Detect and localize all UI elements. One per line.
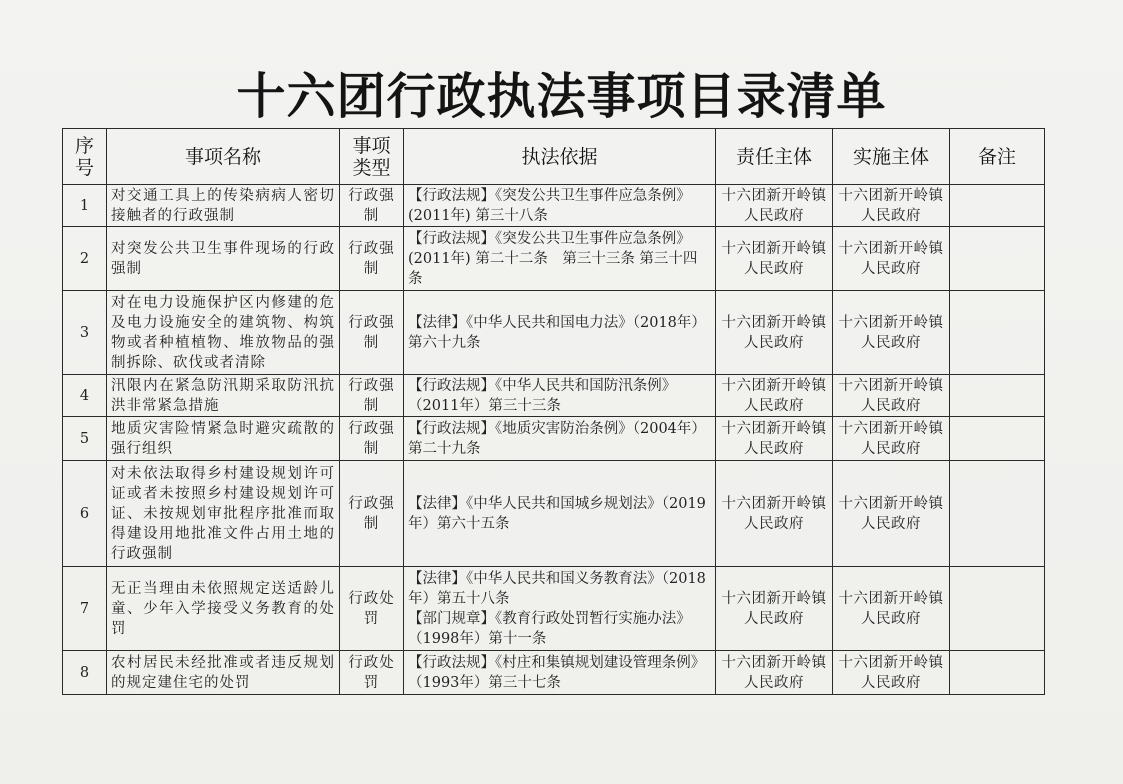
table-row — [63, 291, 1045, 375]
row-number: 5 — [63, 417, 107, 461]
implementing-entity: 十六团新开岭镇人民政府 — [833, 185, 950, 227]
row-number: 1 — [63, 185, 107, 227]
item-name: 对在电力设施保护区内修建的危及电力设施安全的建筑物、构筑物或者种植植物、堆放物品的强制拆除、砍伐或者清除 — [107, 291, 340, 375]
item-type: 行政强制 — [340, 291, 404, 375]
legal-basis-line: 【法律】《中华人民共和国义务教育法》（2018年）第五十八条 — [408, 570, 706, 607]
remarks-cell — [950, 651, 1045, 695]
item-name: 对交通工具上的传染病病人密切接触者的行政强制 — [107, 185, 340, 227]
legal-basis-line: 【行政法规】《中华人民共和国防汛条例》（2011年）第三十三条 — [408, 377, 677, 414]
table-row — [63, 185, 1045, 227]
legal-basis — [404, 185, 716, 227]
table-body — [63, 185, 1045, 695]
implementing-entity: 十六团新开岭镇人民政府 — [833, 227, 950, 291]
item-type: 行政处罚 — [340, 651, 404, 695]
responsible-entity: 十六团新开岭镇人民政府 — [716, 375, 833, 417]
header-remarks: 备注 — [950, 129, 1045, 185]
legal-basis — [404, 291, 716, 375]
table-row — [63, 461, 1045, 567]
item-type: 行政强制 — [340, 417, 404, 461]
table-header-row — [63, 129, 1045, 185]
responsible-entity: 十六团新开岭镇人民政府 — [716, 461, 833, 567]
responsible-entity: 十六团新开岭镇人民政府 — [716, 417, 833, 461]
legal-basis-line: 【部门规章】《教育行政处罚暂行实施办法》（1998年）第十一条 — [408, 610, 691, 647]
header-type: 事项类型 — [340, 129, 404, 185]
remarks-cell — [950, 461, 1045, 567]
remarks-cell — [950, 227, 1045, 291]
document-title: 十六团行政执法事项目录清单 — [236, 68, 887, 125]
legal-basis-line: 【法律】《中华人民共和国电力法》（2018年）第六十九条 — [408, 314, 706, 351]
table-row — [63, 417, 1045, 461]
row-number: 2 — [63, 227, 107, 291]
table-row — [63, 227, 1045, 291]
implementing-entity: 十六团新开岭镇人民政府 — [833, 375, 950, 417]
item-name: 汛限内在紧急防汛期采取防汛抗洪非常紧急措施 — [107, 375, 340, 417]
row-number: 8 — [63, 651, 107, 695]
item-name: 地质灾害险情紧急时避灾疏散的强行组织 — [107, 417, 340, 461]
implementing-entity: 十六团新开岭镇人民政府 — [833, 651, 950, 695]
implementing-entity: 十六团新开岭镇人民政府 — [833, 417, 950, 461]
remarks-cell — [950, 185, 1045, 227]
enforcement-items-table — [62, 128, 1045, 695]
legal-basis — [404, 417, 716, 461]
legal-basis — [404, 461, 716, 567]
item-name: 对突发公共卫生事件现场的行政强制 — [107, 227, 340, 291]
header-basis: 执法依据 — [404, 129, 716, 185]
item-name: 对未依法取得乡村建设规划许可证或者未按照乡村建设规划许可证、未按规划审批程序批准而取得建设用地批准文件占用土地的行政强制 — [107, 461, 340, 567]
header-responsible: 责任主体 — [716, 129, 833, 185]
remarks-cell — [950, 567, 1045, 651]
row-number: 6 — [63, 461, 107, 567]
implementing-entity: 十六团新开岭镇人民政府 — [833, 291, 950, 375]
legal-basis-line: 【法律】《中华人民共和国城乡规划法》（2019年）第六十五条 — [408, 495, 706, 532]
implementing-entity: 十六团新开岭镇人民政府 — [833, 461, 950, 567]
responsible-entity: 十六团新开岭镇人民政府 — [716, 185, 833, 227]
item-type: 行政强制 — [340, 375, 404, 417]
legal-basis-line: 【行政法规】《村庄和集镇规划建设管理条例》（1993年）第三十七条 — [408, 654, 706, 691]
responsible-entity: 十六团新开岭镇人民政府 — [716, 227, 833, 291]
legal-basis-line: 【行政法规】《突发公共卫生事件应急条例》(2011年) 第二十二条 第三十三条 第三十四条 — [408, 230, 698, 287]
item-type: 行政强制 — [340, 227, 404, 291]
table-row — [63, 651, 1045, 695]
legal-basis — [404, 651, 716, 695]
row-number: 7 — [63, 567, 107, 651]
legal-basis — [404, 567, 716, 651]
header-no: 序号 — [63, 129, 107, 185]
item-name: 无正当理由未依照规定送适龄儿童、少年入学接受义务教育的处罚 — [107, 567, 340, 651]
responsible-entity: 十六团新开岭镇人民政府 — [716, 567, 833, 651]
row-number: 3 — [63, 291, 107, 375]
header-name: 事项名称 — [107, 129, 340, 185]
item-type: 行政强制 — [340, 461, 404, 567]
legal-basis-line: 【行政法规】《突发公共卫生事件应急条例》(2011年) 第三十八条 — [408, 187, 691, 224]
remarks-cell — [950, 375, 1045, 417]
responsible-entity: 十六团新开岭镇人民政府 — [716, 291, 833, 375]
table-row — [63, 375, 1045, 417]
item-type: 行政强制 — [340, 185, 404, 227]
item-name: 农村居民未经批准或者违反规划的规定建住宅的处罚 — [107, 651, 340, 695]
responsible-entity: 十六团新开岭镇人民政府 — [716, 651, 833, 695]
header-implementer: 实施主体 — [833, 129, 950, 185]
row-number: 4 — [63, 375, 107, 417]
remarks-cell — [950, 291, 1045, 375]
remarks-cell — [950, 417, 1045, 461]
legal-basis — [404, 375, 716, 417]
table-row — [63, 567, 1045, 651]
implementing-entity: 十六团新开岭镇人民政府 — [833, 567, 950, 651]
legal-basis-line: 【行政法规】《地质灾害防治条例》（2004年）第二十九条 — [408, 420, 706, 457]
legal-basis — [404, 227, 716, 291]
item-type: 行政处罚 — [340, 567, 404, 651]
